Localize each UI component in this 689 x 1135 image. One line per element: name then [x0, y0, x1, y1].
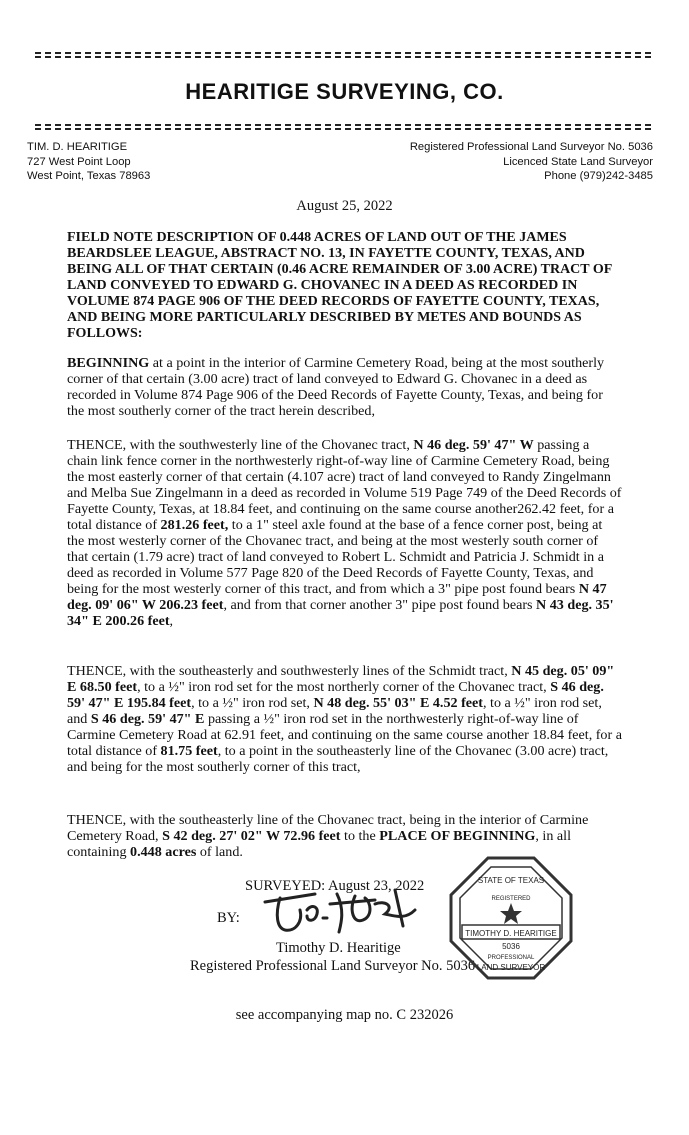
distance: 281.26 feet,	[160, 517, 229, 533]
text: of land.	[196, 844, 243, 860]
text: THENCE, with the southwesterly line of the Chovanec tract,	[67, 437, 414, 453]
by-label: BY:	[217, 910, 240, 926]
text: , in all containing	[67, 828, 571, 860]
text: to the	[340, 828, 380, 844]
signer-title: Registered Professional Land Surveyor No. 5036	[190, 958, 476, 974]
text: , to a ½" iron rod set for the most northerly corner of the Chovanec tract,	[137, 679, 551, 695]
bearing: N 45 deg. 05' 09" E 68.50 feet	[67, 663, 615, 695]
place-of-beginning: PLACE OF BEGINNING	[379, 828, 536, 844]
paragraph-thence-1	[67, 437, 622, 629]
license-line: Registered Professional Land Surveyor No. 5036	[409, 141, 653, 153]
seal-professional: PROFESSIONAL	[487, 955, 535, 961]
top-divider	[35, 52, 651, 58]
bearing: N 43 deg. 35' 34" E 200.26 feet	[67, 597, 614, 629]
text: ,	[169, 613, 174, 629]
seal-land-surveyor: LAND SURVEYOR	[476, 963, 546, 972]
bearing: S 42 deg. 27' 02" W 72.96 feet	[162, 828, 341, 844]
bearing: N 47 deg. 09' 06" W 206.23 feet	[67, 581, 607, 613]
text: , to a point in the southeasterly line of the Chovanec (3.00 acre) tract, and being for the most southerly corner of this tract,	[67, 743, 609, 775]
text: passing a ½" iron rod set in the northwesterly right-of-way line of Carmine Cemetery Road at 62.91 feet, and continuing on the same course another 18.84 feet, for a total distance of	[67, 711, 622, 759]
seal-state: STATE OF TEXAS	[477, 876, 545, 885]
document-title: FIELD NOTE DESCRIPTION OF 0.448 ACRES OF LAND OUT OF THE JAMES BEARDSLEE LEAGUE, ABSTRACT NO. 13, IN FAYETTE COUNTY, TEXAS, AND BEING ALL OF THAT CERTAIN (0.46 ACRE REMAINDER OF 3.00 ACRE) TRACT OF LAND CONVEYED TO EDWARD G. CHOVANEC IN A DEED AS RECORDED IN VOLUME 874 PAGE 906 OF THE DEED RECORDS OF FAYETTE COUNTY, TEXAS, AND BEING MORE PARTICULARLY DESCRIBED BY METES AND BOUNDS AS FOLLOWS:	[67, 230, 612, 341]
paragraph-beginning	[67, 355, 622, 419]
bottom-divider	[35, 124, 651, 130]
company-name: HEARITIGE SURVEYING, CO.	[185, 79, 504, 104]
paragraph-thence-2	[67, 663, 622, 775]
seal-registered: REGISTERED	[491, 896, 531, 902]
surveyed-date: SURVEYED: August 23, 2022	[245, 878, 425, 894]
letterhead-left	[27, 140, 150, 184]
signer-name: Timothy D. Hearitige	[276, 940, 401, 956]
letterhead-right	[410, 140, 653, 184]
street-address: 727 West Point Loop	[27, 155, 131, 168]
map-reference: see accompanying map no. C 232026	[235, 1007, 454, 1023]
text: at a point in the interior of Carmine Cemetery Road, being at the most southerly corner of that certain (3.00 acre) tract of land conveyed to Edward G. Chovanec in a deed as recorded in Volume 874 Page 906 of the Deed Records of Fayette County, Texas, and being for the most southerly corner of the tract herein described,	[67, 355, 605, 419]
bearing: N 48 deg. 55' 03" E 4.52 feet	[313, 695, 483, 711]
city-state: West Point, Texas 78963	[27, 170, 151, 183]
distance: 81.75 feet	[160, 743, 218, 759]
text: to a 1" steel axle found at the base of a fence corner post, being at the most westerly corner of the Chovanec tract, and being at the most westerly south corner of that certain (1.79 acre) tract of land conveyed to Robert L. Schmidt and Patricia J. Schmidt in a deed as recorded in Volume 577 Page 820 of the Deed Records of Fayette County, Texas, and being for the most westerly corner of this tract, and from which a 3" pipe post found bears	[67, 517, 604, 597]
text: , and from that corner another 3" pipe post found bears	[223, 597, 537, 613]
bearing: N 46 deg. 59' 47" W	[413, 437, 534, 453]
phone-line: Phone (979)242-3485	[544, 170, 653, 183]
handwritten-signature	[245, 880, 445, 940]
text: passing a chain link fence corner in the northwesterly right-of-way line of Carmine Cemetery Road, being the most easterly corner of that certain (4.107 acre) tract of land conveyed to Randy Zingelmann and Melba Sue Zingelmann in a deed as recorded in Volume 519 Page 749 of the Deed Records of Fayette County, Texas, at 18.84 feet, and continuing on the same course another262.42 feet, for a total distance of	[67, 437, 622, 533]
text: THENCE, with the southeasterly line of the Chovanec tract, being in the interior of Carmine Cemetery Road,	[67, 812, 589, 844]
state-surveyor-line: Licenced State Land Surveyor	[503, 155, 653, 168]
seal-number: 5036	[502, 942, 520, 951]
surveyor-name: TIM. D. HEARITIGE	[27, 141, 128, 153]
text: , to a ½" iron rod set, and	[67, 695, 602, 727]
bearing: S 46 deg. 59' 47" E	[90, 711, 205, 727]
seal-name: TIMOTHY D. HEARITIGE	[465, 929, 557, 938]
document-date: August 25, 2022	[296, 198, 393, 214]
text: , to a ½" iron rod set,	[191, 695, 314, 711]
bearing: S 46 deg. 59' 47" E 195.84 feet	[67, 679, 604, 711]
paragraph-thence-3	[67, 812, 622, 860]
surveyor-seal	[448, 855, 574, 981]
beginning-label: BEGINNING	[67, 355, 150, 371]
total-acreage: 0.448 acres	[130, 844, 197, 860]
text: THENCE, with the southeasterly and southwesterly lines of the Schmidt tract,	[67, 663, 512, 679]
